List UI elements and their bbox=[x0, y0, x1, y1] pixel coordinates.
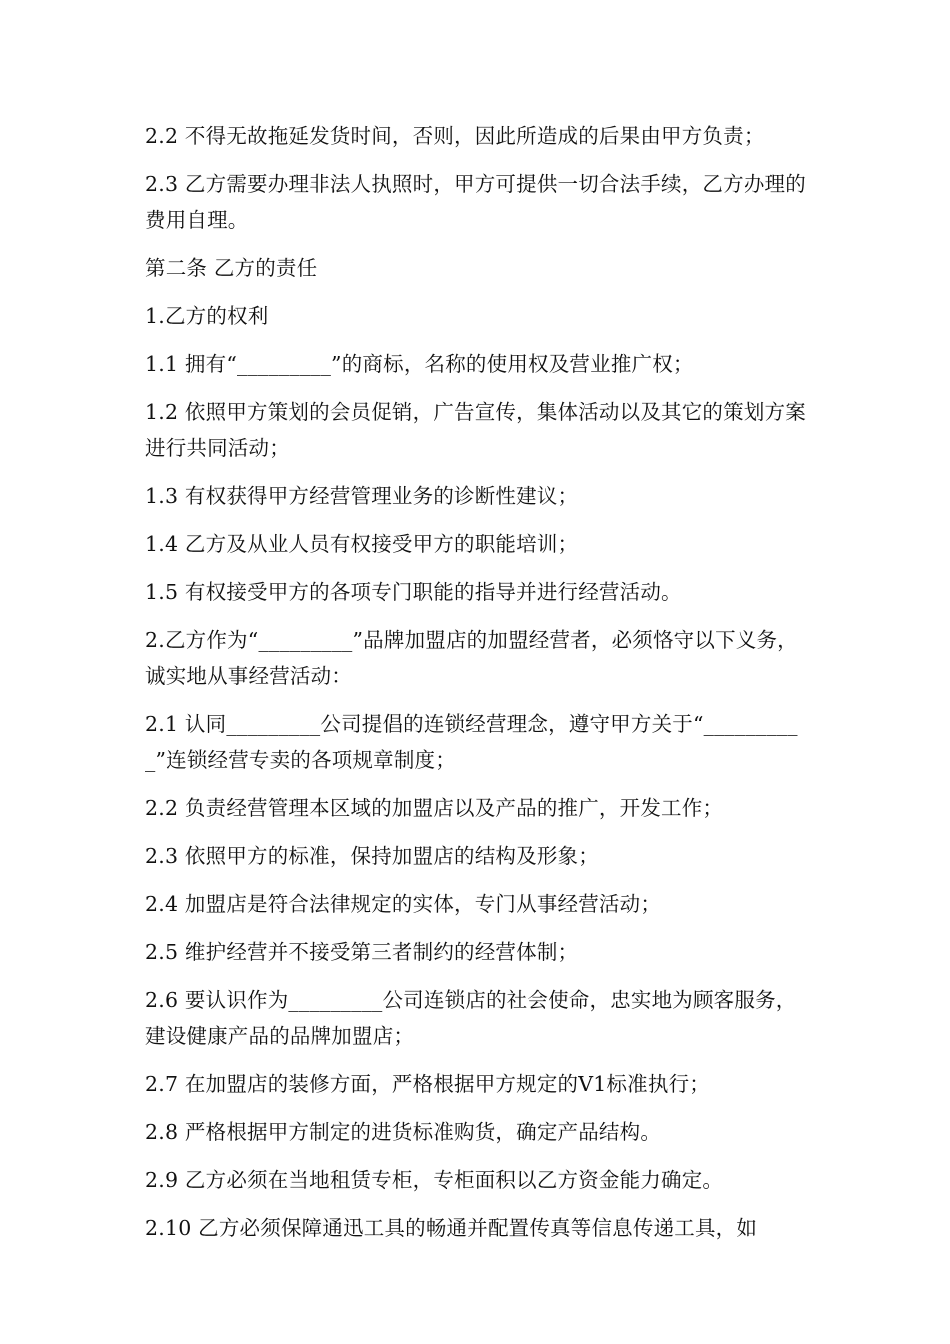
paragraph: 2.5 维护经营并不接受第三者制约的经营体制； bbox=[145, 940, 579, 964]
document-body bbox=[145, 118, 810, 1258]
paragraph: 2.2 不得无故拖延发货时间，否则，因此所造成的后果由甲方负责； bbox=[145, 124, 765, 148]
paragraph: 2.乙方作为“_________”品牌加盟店的加盟经营者，必须恪守以下义务，诚实地从事经营活动： bbox=[145, 628, 798, 688]
paragraph: 1.1 拥有“_________”的商标，名称的使用权及营业推广权； bbox=[145, 352, 694, 376]
paragraph: 2.3 依照甲方的标准，保持加盟店的结构及形象； bbox=[145, 844, 599, 868]
paragraph: 1.5 有权接受甲方的各项专门职能的指导并进行经营活动。 bbox=[145, 580, 682, 604]
paragraph: 2.8 严格根据甲方制定的进货标准购货，确定产品结构。 bbox=[145, 1120, 662, 1144]
paragraph: 1.2 依照甲方策划的会员促销，广告宣传，集体活动以及其它的策划方案进行共同活动； bbox=[145, 400, 806, 460]
paragraph: 2.10 乙方必须保障通迅工具的畅通并配置传真等信息传递工具，如 bbox=[145, 1216, 758, 1240]
paragraph: 1.4 乙方及从业人员有权接受甲方的职能培训； bbox=[145, 532, 579, 556]
paragraph: 2.9 乙方必须在当地租赁专柜，专柜面积以乙方资金能力确定。 bbox=[145, 1168, 724, 1192]
paragraph: 2.4 加盟店是符合法律规定的实体，专门从事经营活动； bbox=[145, 892, 662, 916]
paragraph: 2.2 负责经营管理本区域的加盟店以及产品的推广，开发工作； bbox=[145, 796, 724, 820]
paragraph: 2.7 在加盟店的装修方面，严格根据甲方规定的V1标准执行； bbox=[145, 1072, 710, 1096]
paragraph: 2.6 要认识作为_________公司连锁店的社会使命，忠实地为顾客服务，建设健康产品的品牌加盟店； bbox=[145, 988, 797, 1048]
paragraph: 2.3 乙方需要办理非法人执照时，甲方可提供一切合法手续，乙方办理的费用自理。 bbox=[145, 172, 806, 232]
paragraph: 1.3 有权获得甲方经营管理业务的诊断性建议； bbox=[145, 484, 579, 508]
section-heading: 第二条 乙方的责任 bbox=[145, 256, 318, 280]
paragraph: 2.1 认同_________公司提倡的连锁经营理念，遵守甲方关于“__________”连锁经营专卖的各项规章制度； bbox=[145, 712, 798, 772]
subsection-heading: 1.乙方的权利 bbox=[145, 304, 269, 328]
